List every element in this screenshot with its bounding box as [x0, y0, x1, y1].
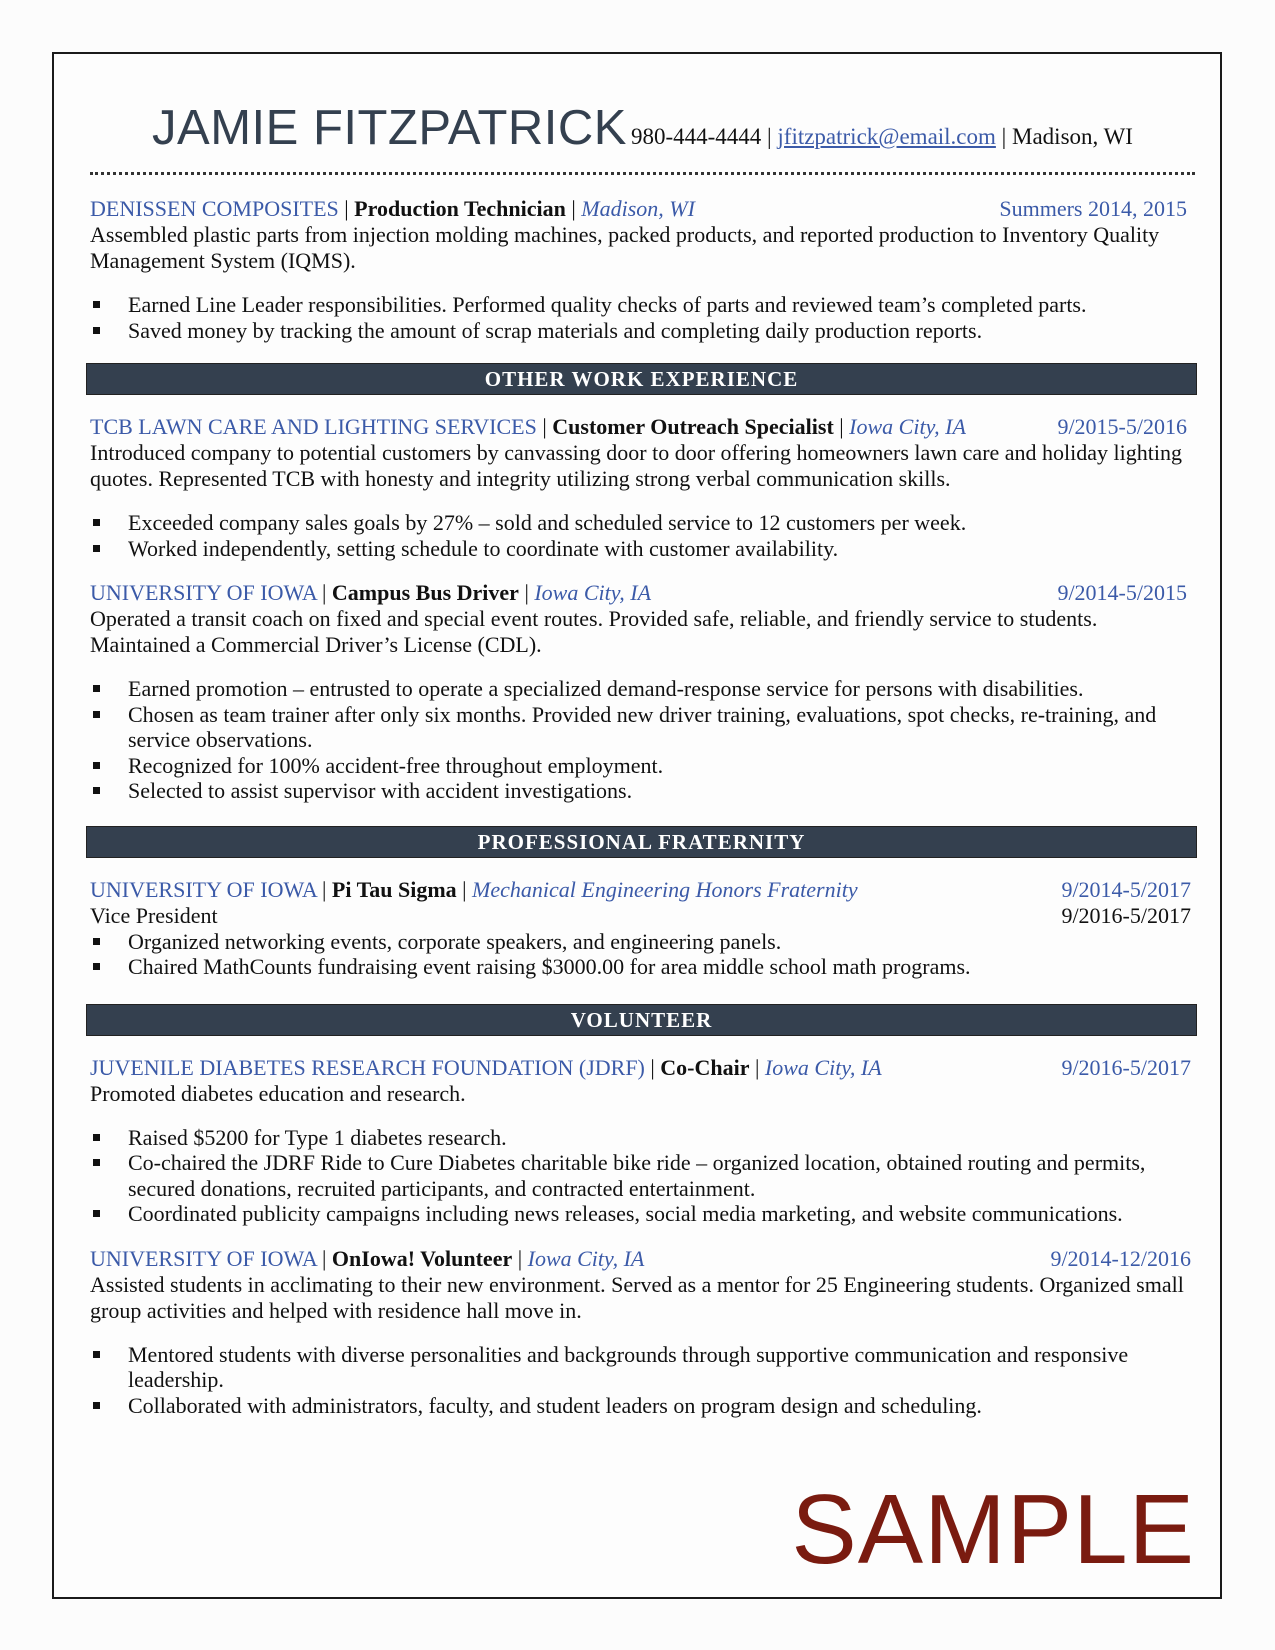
job-description: Assisted students in acclimating to their new environment. Served as a mentor for 25 Engineering students. Organized small group activities and helped with residence hall move in. — [90, 1271, 1184, 1323]
job-entry-denissen — [90, 195, 1195, 343]
job-org: JUVENILE DIABETES RESEARCH FOUNDATION (JDRF) — [90, 1054, 645, 1080]
job-org: UNIVERSITY OF IOWA — [90, 580, 317, 605]
job-description: Operated a transit coach on fixed and special event routes. Provided safe, reliable, and friendly service to students. Maintained a Commercial Driver’s License (CDL). — [90, 606, 1098, 657]
contact-line — [631, 124, 1133, 149]
job-location: Iowa City, IA — [527, 1245, 645, 1271]
list-item: Mentored students with diverse personalities and backgrounds through supportive communication and responsive leadership. — [90, 1342, 1195, 1393]
job-description: Promoted diabetes education and research. — [90, 1080, 466, 1106]
section-header-volunteer: VOLUNTEER — [86, 1004, 1197, 1036]
job-heading — [90, 195, 1195, 222]
separator: | — [755, 1054, 760, 1080]
job-dates: 9/2014-12/2016 — [1050, 1245, 1191, 1271]
list-item: Co-chaired the JDRF Ride to Cure Diabetes charitable bike ride – organized location, obtained routing and permits, secured donations, recruited participants, and contracted entertainment. — [90, 1150, 1195, 1201]
separator: | — [322, 876, 327, 902]
job-title: Production Technician — [354, 196, 566, 221]
job-bullets — [90, 676, 1195, 804]
list-item: Organized networking events, corporate speakers, and engineering panels. — [90, 929, 1195, 955]
job-title: OnIowa! Volunteer — [331, 1245, 513, 1271]
list-item: Chosen as team trainer after only six months. Provided new driver training, evaluations, spot checks, re-training, and service observations. — [90, 702, 1195, 753]
job-bullets — [90, 292, 1195, 343]
job-entry-tcb — [90, 413, 1195, 561]
job-org: UNIVERSITY OF IOWA — [90, 876, 317, 902]
separator: | — [839, 414, 844, 439]
resume-content — [90, 100, 1195, 1418]
list-item: Chaired MathCounts fundraising event raising $3000.00 for area middle school math programs. — [90, 954, 1195, 980]
list-item: Saved money by tracking the amount of scrap materials and completing daily production reports. — [90, 318, 1195, 344]
job-bullets — [90, 1342, 1195, 1419]
email-link[interactable]: jfitzpatrick@email.com — [777, 124, 996, 149]
job-location: Madison, WI — [581, 196, 695, 221]
list-item: Earned promotion – entrusted to operate a specialized demand-response service for persons with disabilities. — [90, 676, 1195, 702]
list-item: Raised $5200 for Type 1 diabetes research. — [90, 1125, 1195, 1151]
job-bullets — [90, 510, 1195, 561]
volunteer-entry-jdrf — [90, 1054, 1195, 1227]
job-description: Introduced company to potential customers by canvassing door to door offering homeowners lawn care and holiday lighting quotes. Represented TCB with honesty and integrity utilizing strong verbal communication skills. — [90, 440, 1182, 491]
job-title: Customer Outreach Specialist — [552, 414, 834, 439]
job-dates: 9/2014-5/2017 — [1061, 876, 1191, 902]
list-item: Coordinated publicity campaigns including news releases, social media marketing, and website communications. — [90, 1201, 1195, 1227]
job-dates: 9/2015-5/2016 — [1057, 414, 1187, 439]
job-title: Co-Chair — [660, 1054, 750, 1080]
job-bullets — [90, 929, 1195, 980]
list-item: Earned Line Leader responsibilities. Performed quality checks of parts and reviewed team’s completed parts. — [90, 292, 1195, 318]
list-item: Exceeded company sales goals by 27% – sold and scheduled service to 12 customers per week. — [90, 510, 1195, 536]
job-location: Iowa City, IA — [764, 1054, 882, 1080]
job-description: Assembled plastic parts from injection molding machines, packed products, and reported production to Inventory Quality Management System (IQMS). — [90, 222, 1160, 273]
section-header-fraternity: PROFESSIONAL FRATERNITY — [86, 826, 1197, 858]
separator: | — [322, 580, 327, 605]
location: Madison, WI — [1012, 124, 1133, 149]
separator: | — [344, 196, 349, 221]
job-location: Iowa City, IA — [849, 414, 966, 439]
job-heading — [90, 1054, 1195, 1081]
role-line — [90, 903, 1195, 929]
job-dates: 9/2016-5/2017 — [1061, 1054, 1191, 1080]
fraternity-entry — [90, 876, 1195, 980]
job-org: DENISSEN COMPOSITES — [90, 196, 339, 221]
role-title: Vice President — [90, 902, 218, 928]
resume-header — [90, 100, 1195, 172]
separator: | — [542, 414, 547, 439]
contact-separator: | — [1001, 124, 1007, 149]
job-title: Pi Tau Sigma — [331, 876, 457, 902]
job-entry-bus-driver — [90, 579, 1195, 804]
job-heading — [90, 876, 1195, 903]
fraternity-subtitle: Mechanical Engineering Honors Fraternity — [472, 876, 858, 902]
contact-separator: | — [767, 124, 772, 149]
job-location: Iowa City, IA — [534, 580, 652, 605]
separator: | — [650, 1054, 655, 1080]
separator: | — [517, 1245, 523, 1271]
section-header-other-work: OTHER WORK EXPERIENCE — [86, 363, 1197, 395]
job-dates: Summers 2014, 2015 — [999, 196, 1187, 221]
job-heading — [90, 413, 1195, 440]
sample-watermark: SAMPLE — [791, 1474, 1195, 1584]
separator: | — [322, 1245, 327, 1271]
header-dotted-rule — [90, 172, 1195, 175]
separator: | — [524, 580, 529, 605]
role-dates: 9/2016-5/2017 — [1061, 902, 1191, 928]
list-item: Recognized for 100% accident-free throughout employment. — [90, 753, 1195, 779]
list-item: Worked independently, setting schedule to coordinate with customer availability. — [90, 536, 1195, 562]
job-dates: 9/2014-5/2015 — [1057, 580, 1187, 605]
list-item: Collaborated with administrators, faculty, and student leaders on program design and scheduling. — [90, 1393, 1195, 1419]
job-bullets — [90, 1125, 1195, 1227]
job-org: UNIVERSITY OF IOWA — [90, 1245, 317, 1271]
job-heading — [90, 579, 1195, 606]
candidate-name: JAMIE FITZPATRICK — [152, 101, 627, 155]
list-item: Selected to assist supervisor with accident investigations. — [90, 778, 1195, 804]
job-title: Campus Bus Driver — [331, 580, 519, 605]
separator: | — [571, 196, 576, 221]
job-org: TCB LAWN CARE AND LIGHTING SERVICES — [90, 414, 537, 439]
phone: 980-444-4444 — [630, 124, 762, 149]
separator: | — [462, 876, 467, 902]
volunteer-entry-oniowa — [90, 1245, 1195, 1419]
job-heading — [90, 1245, 1195, 1272]
